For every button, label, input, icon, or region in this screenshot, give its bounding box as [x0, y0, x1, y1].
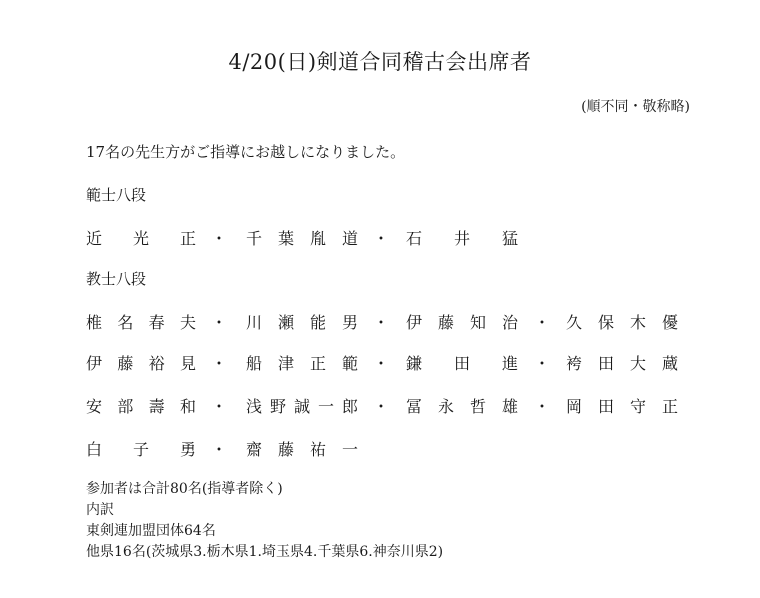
summary-breakdown-label: 内訳 [86, 502, 114, 518]
name-separator: ・ [211, 440, 228, 459]
name-separator: ・ [373, 397, 390, 416]
name-separator: ・ [534, 397, 551, 416]
attendee-name: 千 葉 胤 道 [246, 229, 358, 248]
attendee-name: 久 保 木 優 [566, 313, 678, 332]
name-separator: ・ [373, 229, 390, 248]
attendee-name: 石 井 猛 [406, 229, 518, 248]
name-separator: ・ [211, 229, 228, 248]
name-separator: ・ [211, 397, 228, 416]
name-separator: ・ [534, 313, 551, 332]
section-heading-kyoshi: 教士八段 [86, 270, 147, 288]
summary-other-prefectures: 他県16名(茨城県3.栃木県1.埼玉県4.千葉県6.神奈川県2) [86, 544, 444, 560]
attendee-name: 安 部 壽 和 [86, 397, 196, 416]
section-heading-hanshi: 範士八段 [86, 186, 147, 204]
honorific-note: (順不同・敬称略) [581, 99, 690, 115]
attendee-name: 川 瀬 能 男 [246, 313, 358, 332]
attendee-name: 齋 藤 祐 一 [246, 440, 358, 459]
attendee-name: 岡 田 守 正 [566, 397, 678, 416]
attendee-name: 伊 藤 知 治 [406, 313, 518, 332]
intro-text: 17名の先生方がご指導にお越しになりました。 [86, 143, 406, 161]
attendee-name: 船 津 正 範 [246, 354, 358, 373]
attendee-name: 袴 田 大 蔵 [566, 354, 678, 373]
name-separator: ・ [211, 313, 228, 332]
summary-total: 参加者は合計80名(指導者除く) [86, 481, 283, 497]
attendee-name: 白 子 勇 [86, 440, 196, 459]
attendee-name: 鎌 田 進 [406, 354, 518, 373]
name-separator: ・ [373, 313, 390, 332]
attendee-name: 冨 永 哲 雄 [406, 397, 518, 416]
attendee-name: 伊 藤 裕 見 [86, 354, 196, 373]
attendee-name: 椎 名 春 夫 [86, 313, 196, 332]
summary-tokyo-groups: 東剣連加盟団体64名 [86, 523, 216, 539]
name-separator: ・ [373, 354, 390, 373]
name-separator: ・ [534, 354, 551, 373]
name-separator: ・ [211, 354, 228, 373]
attendee-name: 近 光 正 [86, 229, 196, 248]
page-title: 4/20(日)剣道合同稽古会出席者 [228, 50, 532, 74]
attendee-name: 浅 野 誠 一 郎 [246, 397, 358, 416]
attendance-summary [86, 479, 443, 563]
